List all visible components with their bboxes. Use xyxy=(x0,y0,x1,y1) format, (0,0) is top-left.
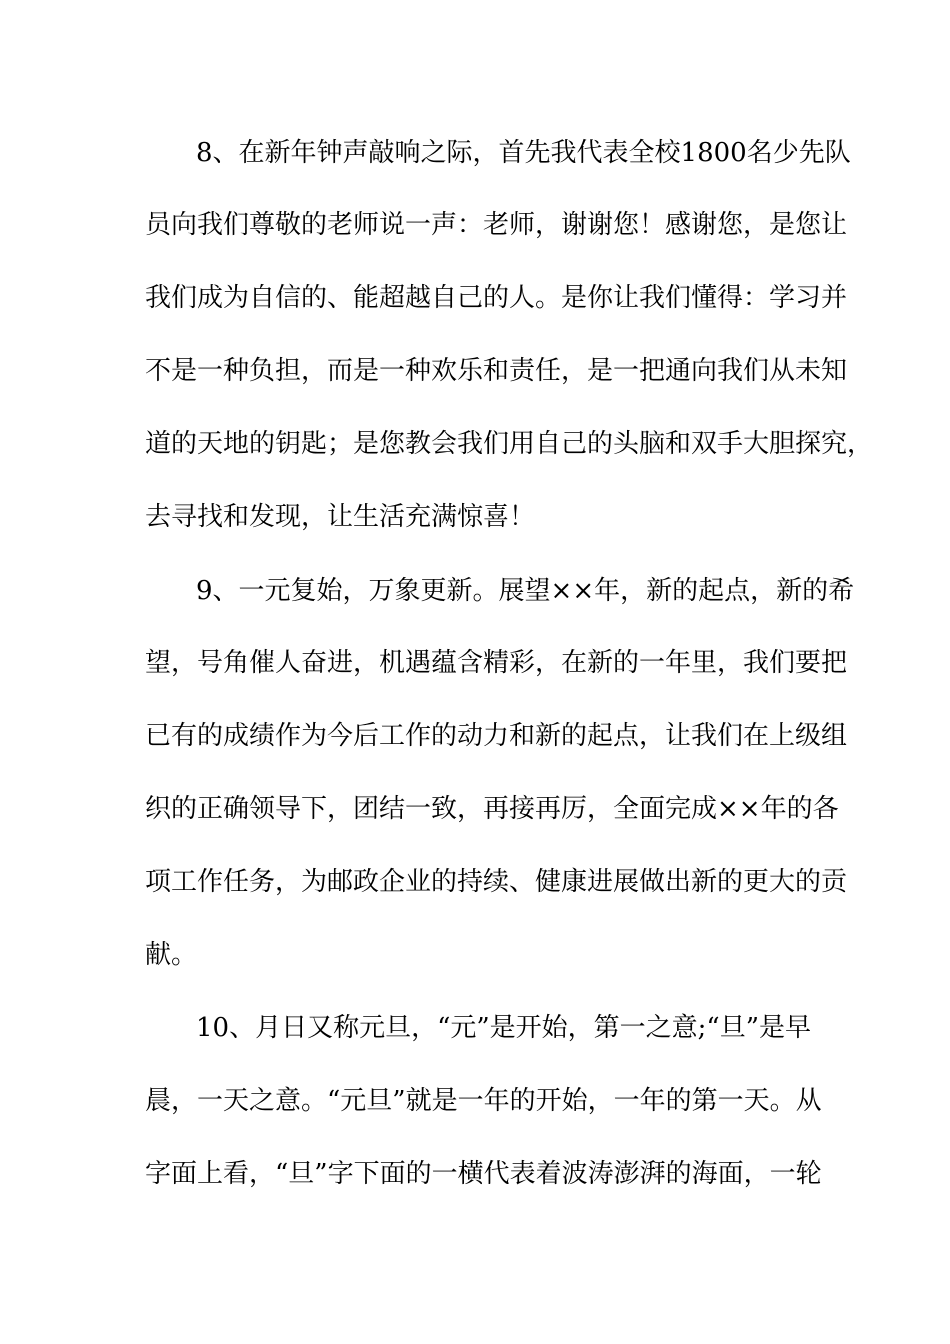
paragraph-10-line-2: 晨，一天之意。“元旦”就是一年的开始，一年的第一天。从 xyxy=(145,1086,822,1116)
paragraph-10-line-1: 10、月日又称元旦，“元”是开始，第一之意;“旦”是早 xyxy=(196,1013,812,1043)
paragraph-10-line-3: 字面上看，“旦”字下面的一横代表着波涛澎湃的海面，一轮 xyxy=(145,1159,822,1189)
paragraph-8-line-1: 8、在新年钟声敲响之际，首先我代表全校1800名少先队 xyxy=(196,138,851,168)
paragraph-9-line-1: 9、一元复始，万象更新。展望××年，新的起点，新的希 xyxy=(196,576,855,606)
paragraph-8-line-2: 员向我们尊敬的老师说一声：老师，谢谢您！感谢您，是您让 xyxy=(145,210,848,240)
paragraph-8-line-5: 道的天地的钥匙；是您教会我们用自己的头脑和双手大胆探究， xyxy=(145,429,874,459)
paragraph-9-line-6: 献。 xyxy=(145,940,198,970)
paragraph-9-line-5: 项工作任务，为邮政企业的持续、健康进展做出新的更大的贡 xyxy=(145,867,848,897)
paragraph-9-line-4: 织的正确领导下，团结一致，再接再厉，全面完成××年的各 xyxy=(145,794,839,824)
paragraph-9-line-2: 望，号角催人奋进，机遇蕴含精彩，在新的一年里，我们要把 xyxy=(145,648,848,678)
paragraph-9-line-3: 已有的成绩作为今后工作的动力和新的起点，让我们在上级组 xyxy=(145,721,848,751)
paragraph-8-line-4: 不是一种负担，而是一种欢乐和责任，是一把通向我们从未知 xyxy=(145,356,848,386)
paragraph-8-line-6: 去寻找和发现，让生活充满惊喜！ xyxy=(145,502,536,532)
paragraph-8-line-3: 我们成为自信的、能超越自己的人。是你让我们懂得：学习并 xyxy=(145,283,848,313)
